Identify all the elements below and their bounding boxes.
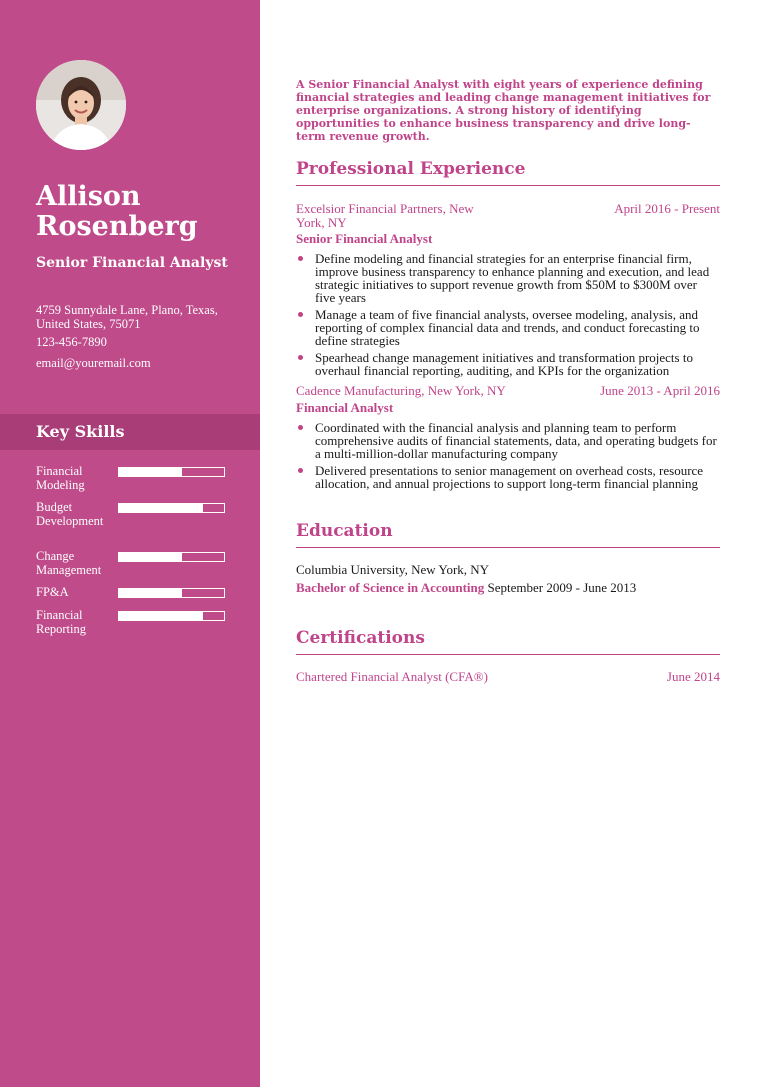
job-dates: April 2016 - Present bbox=[614, 201, 720, 216]
skill-level-bar bbox=[118, 467, 225, 477]
section-divider bbox=[296, 547, 720, 548]
professional-summary: A Senior Financial Analyst with eight years of experience defining financial strategies and leading change management initiatives for enterprise organizations. A strong history of identifying opportunities to enhance business transparency and drive long-term revenue growth. bbox=[296, 78, 711, 143]
address: 4759 Sunnydale Lane, Plano, Texas, United States, 75071 bbox=[36, 303, 218, 331]
skill-level-bar bbox=[118, 588, 225, 598]
skills-header bbox=[0, 414, 260, 450]
bullet-icon bbox=[298, 425, 303, 430]
skill-level-fill bbox=[119, 589, 182, 597]
job-bullets bbox=[296, 421, 720, 494]
skill-level-fill bbox=[119, 468, 182, 476]
section-divider bbox=[296, 654, 720, 655]
job-title: Financial Analyst bbox=[296, 400, 394, 415]
skill-label: Change Management bbox=[36, 549, 102, 577]
job-title: Senior Financial Analyst bbox=[296, 231, 433, 246]
job-dates: June 2013 - April 2016 bbox=[600, 383, 720, 398]
skill-level-bar bbox=[118, 552, 225, 562]
section-divider bbox=[296, 185, 720, 186]
certification-name: Chartered Financial Analyst (CFA®) bbox=[296, 669, 488, 684]
skill-level-bar bbox=[118, 503, 225, 513]
skill-level-fill bbox=[119, 504, 203, 512]
skill-item bbox=[36, 549, 236, 579]
skill-item bbox=[36, 608, 236, 638]
avatar bbox=[36, 60, 126, 150]
job-company: Cadence Manufacturing, New York, NY bbox=[296, 383, 506, 398]
section-title-certifications: Certifications bbox=[296, 628, 425, 648]
skill-label: Financial Reporting bbox=[36, 608, 86, 636]
email: email@youremail.com bbox=[36, 356, 151, 370]
list-item: Define modeling and financial strategies for an enterprise financial firm, improve business transparency to enhance planning and execution, and lead strategic initiatives to support revenue growth from $50M to $300M over five years bbox=[296, 252, 720, 304]
skill-label: Budget Development bbox=[36, 500, 104, 528]
education-school: Columbia University, New York, NY bbox=[296, 562, 490, 577]
bullet-icon bbox=[298, 468, 303, 473]
skill-label: FP&A bbox=[36, 585, 69, 599]
education-degree: Bachelor of Science in Accounting bbox=[296, 580, 485, 595]
job-company: Excelsior Financial Partners, New York, NY bbox=[296, 201, 474, 230]
last-name: Rosenberg bbox=[36, 211, 198, 242]
certification-date: June 2014 bbox=[666, 669, 720, 684]
list-item: Spearhead change management initiatives and transformation projects to overhaul financial reporting, auditing, and KPIs for the organization bbox=[296, 351, 720, 377]
bullet-icon bbox=[298, 312, 303, 317]
job-bullets bbox=[296, 252, 720, 381]
skill-level-fill bbox=[119, 612, 203, 620]
list-item: Coordinated with the financial analysis and planning team to perform comprehensive audits of financial statements, data, and operating budgets for a multi-million-dollar manufacturing company bbox=[296, 421, 720, 460]
phone: 123-456-7890 bbox=[36, 335, 107, 349]
education-dates: September 2009 - June 2013 bbox=[487, 580, 637, 595]
skill-label: Financial Modeling bbox=[36, 464, 85, 492]
bullet-icon bbox=[298, 355, 303, 360]
list-item: Manage a team of five financial analysts, oversee modeling, analysis, and reporting of complex financial data and trends, and conduct forecasting to define strategies bbox=[296, 308, 720, 347]
profile-photo-icon bbox=[36, 60, 126, 150]
skill-item bbox=[36, 500, 236, 530]
skill-level-fill bbox=[119, 553, 182, 561]
education-degree-line bbox=[296, 580, 636, 596]
section-title-experience: Professional Experience bbox=[296, 159, 526, 179]
list-item: Delivered presentations to senior management on overhead costs, resource allocation, and annual projections to support long-term financial planning bbox=[296, 464, 720, 490]
candidate-name bbox=[36, 182, 246, 242]
first-name: Allison bbox=[36, 181, 141, 212]
sidebar-role: Senior Financial Analyst bbox=[36, 255, 228, 271]
bullet-icon bbox=[298, 256, 303, 261]
skill-level-bar bbox=[118, 611, 225, 621]
skills-title: Key Skills bbox=[36, 422, 125, 441]
sidebar bbox=[0, 0, 260, 1087]
skill-item bbox=[36, 464, 236, 494]
section-title-education: Education bbox=[296, 521, 393, 541]
